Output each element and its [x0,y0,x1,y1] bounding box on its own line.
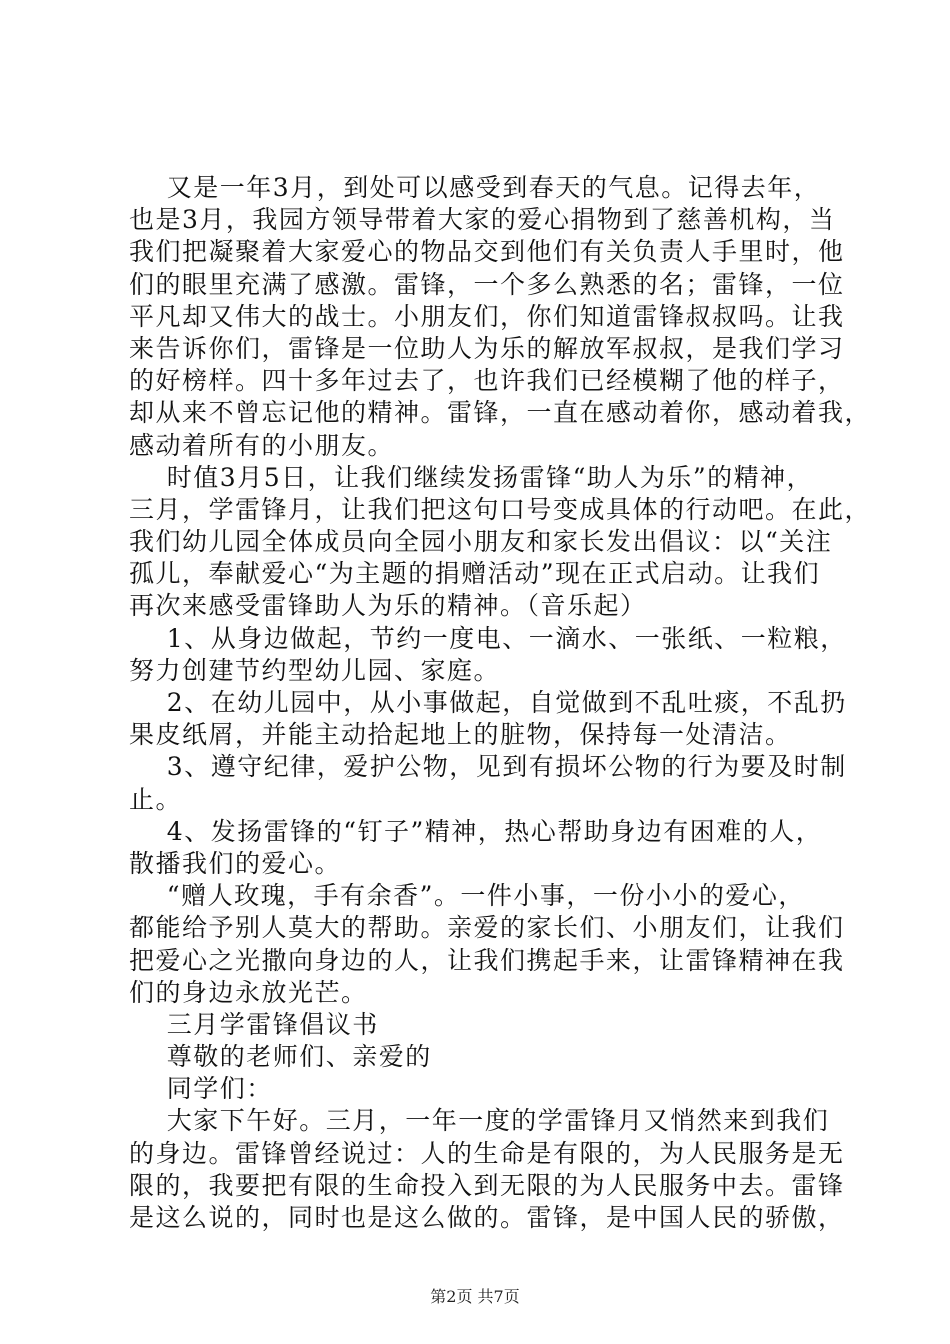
text-line: 努力创建节约型幼儿园、家庭。 [129,655,501,685]
text-line: 把爱心之光撒向身边的人，让我们携起手来，让雷锋精神在我 [129,945,845,975]
text-line: 感动着所有的小朋友。 [129,430,395,460]
text-line: 的好榜样。四十多年过去了，也许我们已经模糊了他的样子， [129,366,845,396]
text-line: 2、在幼儿园中，从小事做起，自觉做到不乱吐痰，不乱扔 [129,688,847,717]
text-line: 们的眼里充满了感激。雷锋，一个多么熟悉的名；雷锋，一位 [129,269,845,299]
text-line: 1、从身边做起，节约一度电、一滴水、一张纸、一粒粮， [129,623,847,653]
text-line: 三月学雷锋倡议书 [129,1009,379,1039]
text-line: 来告诉你们，雷锋是一位助人为乐的解放军叔叔，是我们学习 [129,333,845,363]
text-line: 3、遵守纪律，爱护公物，见到有损坏公物的行为要及时制 [129,752,847,782]
text-line: 是这么说的，同时也是这么做的。雷锋，是中国人民的骄傲， [129,1203,845,1232]
text-line: 同学们： [129,1074,273,1104]
text-line: 又是一年3月，到处可以感受到春天的气息。记得去年， [129,173,821,202]
body-text [129,172,872,1234]
text-line: 三月，学雷锋月，让我们把这句口号变成具体的行动吧。在此， [129,494,872,524]
text-line: 止。 [129,784,183,814]
text-line: 平凡却又伟大的战士。小朋友们，你们知道雷锋叔叔吗。让我 [129,301,845,331]
text-line: 时值3月5日，让我们继续发扬雷锋“助人为乐”的精神， [129,462,814,492]
text-line: 散播我们的爱心。 [129,848,342,878]
text-line: 我们把凝聚着大家爱心的物品交到他们有关负责人手里时，他 [129,237,845,267]
text-line: 孤儿，奉献爱心“为主题的捐赠活动”现在正式启动。让我们 [129,559,821,589]
text-line: 尊敬的老师们、亲爱的 [129,1042,432,1072]
text-line: 大家下午好。三月，一年一度的学雷锋月又悄然来到我们 [129,1106,830,1136]
page-footer: 第2页 共7页 [430,1287,520,1306]
text-line: 也是3月，我园方领导带着大家的爱心捐物到了慈善机构，当 [129,205,836,235]
text-line: 4、发扬雷锋的“钉子”精神，热心帮助身边有困难的人， [129,816,823,846]
text-line: 我们幼儿园全体成员向全园小朋友和家长发出倡议：以“关注 [129,527,833,557]
text-line: 果皮纸屑，并能主动拾起地上的脏物，保持每一处清洁。 [129,720,792,750]
text-line: “赠人玫瑰，手有余香”。一件小事，一份小小的爱心， [129,881,805,911]
text-line: 再次来感受雷锋助人为乐的精神。（音乐起） [129,591,647,621]
text-line: 却从来不曾忘记他的精神。雷锋，一直在感动着你，感动着我， [129,398,872,428]
text-line: 都能给予别人莫大的帮助。亲爱的家长们、小朋友们，让我们 [129,913,845,943]
text-line: 限的，我要把有限的生命投入到无限的为人民服务中去。雷锋 [129,1170,845,1200]
text-line: 们的身边永放光芒。 [129,977,368,1007]
text-line: 的身边。雷锋曾经说过：人的生命是有限的，为人民服务是无 [129,1138,845,1168]
